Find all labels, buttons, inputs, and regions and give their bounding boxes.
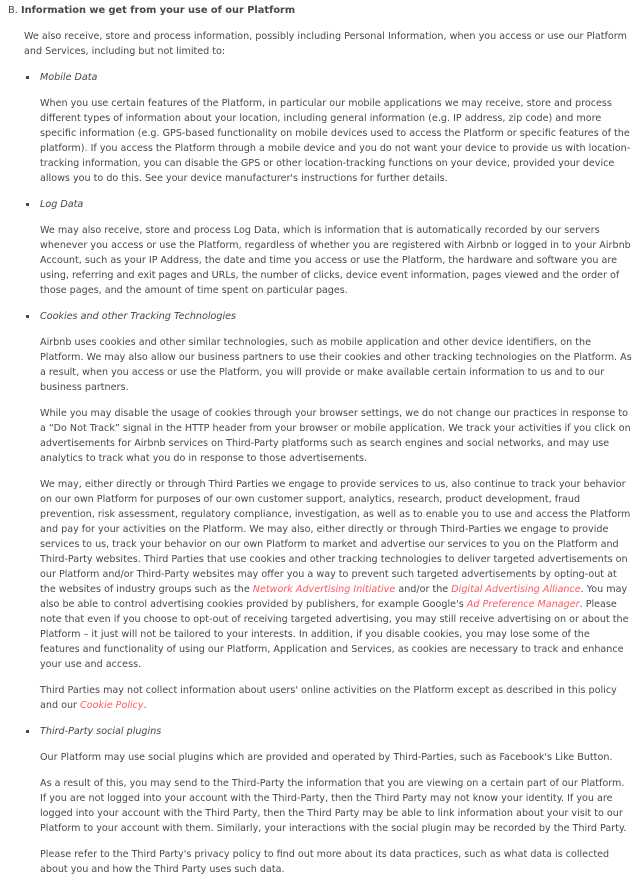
item-title-mobile-data: Mobile Data bbox=[40, 72, 98, 83]
item-title-log-data: Log Data bbox=[40, 199, 84, 210]
cookies-p3-text-2: and/or the bbox=[395, 584, 452, 595]
section-heading bbox=[8, 3, 632, 18]
social-paragraph-1: Our Platform may use social plugins which are provided and operated by Third-Parties, such as Facebook's Like Button. bbox=[40, 752, 613, 763]
bullet-icon bbox=[26, 730, 29, 733]
cookies-p3-text-3: . You may also be able to control advertising cookies provided by publishers, for example Google's bbox=[40, 584, 628, 610]
cookies-p3-text-1: We may, either directly or through Third Parties we engage to provide services to us, also continue to track your behavior on our own Platform for purposes of our own customer support, analytics, research, product development, fraud prevention, risk assessment, regulatory compliance, investigation, as well as to enable you to use and access the Platform and pay for your activities on the Platform. We may also, either directly or through Third-Parties we engage to provide services to us, track your behavior on our own Platform to market and advertise our services to you on the Platform and Third-Party websites. Third Parties that use cookies and other tracking technologies to deliver targeted advertisements on our Platform and/or Third-Party websites may offer you a way to prevent such targeted advertisements by opting-out at the websites of industry groups such as the bbox=[40, 479, 631, 595]
item-title-cookies: Cookies and other Tracking Technologies bbox=[40, 311, 237, 322]
item-title-social-plugins: Third-Party social plugins bbox=[40, 726, 162, 737]
ad-preference-manager-link[interactable]: Ad Preference Manager bbox=[466, 599, 580, 610]
cookies-p4-text-2: . bbox=[143, 700, 147, 711]
cookies-paragraph-4 bbox=[40, 683, 632, 713]
cookies-paragraph-1: Airbnb uses cookies and other similar technologies, such as mobile application and other device identifiers, on the Platform. We may also allow our business partners to use their cookies and other tracking technologies on the Platform. As a result, when you access or use the Platform, you will provide or make available certain information to us and to our business partners. bbox=[40, 337, 632, 393]
section-letter: B. bbox=[8, 5, 18, 16]
list-item-cookies bbox=[24, 309, 632, 713]
digital-advertising-alliance-link[interactable]: Digital Advertising Alliance bbox=[451, 584, 581, 595]
bullet-icon bbox=[26, 203, 29, 206]
bullet-icon bbox=[26, 76, 29, 79]
list-item-mobile-data bbox=[24, 70, 632, 186]
list-item-social-plugins bbox=[24, 724, 632, 877]
cookies-p3-text-4: . Please note that even if you choose to opt-out of receiving targeted advertising, you may still receive advertising on or about the Platform – it just will not be tailored to your interests. In addition, if you disable cookies, you may lose some of the features and functionality of using our Platform, Application and Services, as cookies are necessary to track and enhance your use and access. bbox=[40, 599, 629, 670]
mobile-data-paragraph: When you use certain features of the Platform, in particular our mobile applications we may receive, store and process different types of information about your location, including general information (e.g. IP address, zip code) and more specific information (e.g. GPS-based functionality on mobile devices used to access the Platform or specific features of the platform). If you access the Platform through a mobile device and you do not want your device to provide us with location-tracking information, you can disable the GPS or other location-tracking functions on your device, provided your device allows you to do this. See your device manufacturer's instructions for further details. bbox=[40, 98, 631, 184]
intro-paragraph: We also receive, store and process information, possibly including Personal Information, when you access or use our Platform and Services, including but not limited to: bbox=[24, 31, 627, 57]
section-title: Information we get from your use of our Platform bbox=[20, 5, 296, 16]
cookies-paragraph-2: While you may disable the usage of cookies through your browser settings, we do not change our practices in response to a “Do Not Track” signal in the HTTP header from your browser or mobile application. We track your activities if you click on advertisements for Airbnb services on Third-Party platforms such as search engines and social networks, and may use analytics to track what you do in response to those advertisements. bbox=[40, 408, 631, 464]
cookie-policy-link[interactable]: Cookie Policy bbox=[80, 700, 144, 711]
bullet-icon bbox=[26, 315, 29, 318]
list-item-log-data bbox=[24, 197, 632, 298]
social-paragraph-3: Please refer to the Third Party's privacy policy to find out more about its data practices, such as what data is collected about you and how the Third Party uses such data. bbox=[40, 849, 610, 875]
social-paragraph-2: As a result of this, you may send to the Third-Party the information that you are viewing on a certain part of our Platform. If you are not logged into your account with the Third-Party, then the Third Party may not know your identity. If you are logged into your account with the Third Party, then the Third Party may be able to link information about your visit to our Platform to your account with them. Similarly, your interactions with the social plugin may be recorded by the Third Party. bbox=[40, 778, 627, 834]
cookies-paragraph-3 bbox=[40, 477, 632, 672]
network-advertising-initiative-link[interactable]: Network Advertising Initiative bbox=[252, 584, 396, 595]
log-data-paragraph: We may also receive, store and process Log Data, which is information that is automatically recorded by our servers whenever you access or use the Platform, regardless of whether you are registered with Airbnb or logged in to your Airbnb Account, such as your IP Address, the date and time you access or use the Platform, the hardware and software you are using, referring and exit pages and URLs, the number of clicks, device event information, pages viewed and the order of those pages, and the amount of time spent on particular pages. bbox=[40, 225, 631, 296]
cookies-p4-text-1: Third Parties may not collect information about users' online activities on the Platform except as described in this policy and our bbox=[40, 685, 617, 711]
